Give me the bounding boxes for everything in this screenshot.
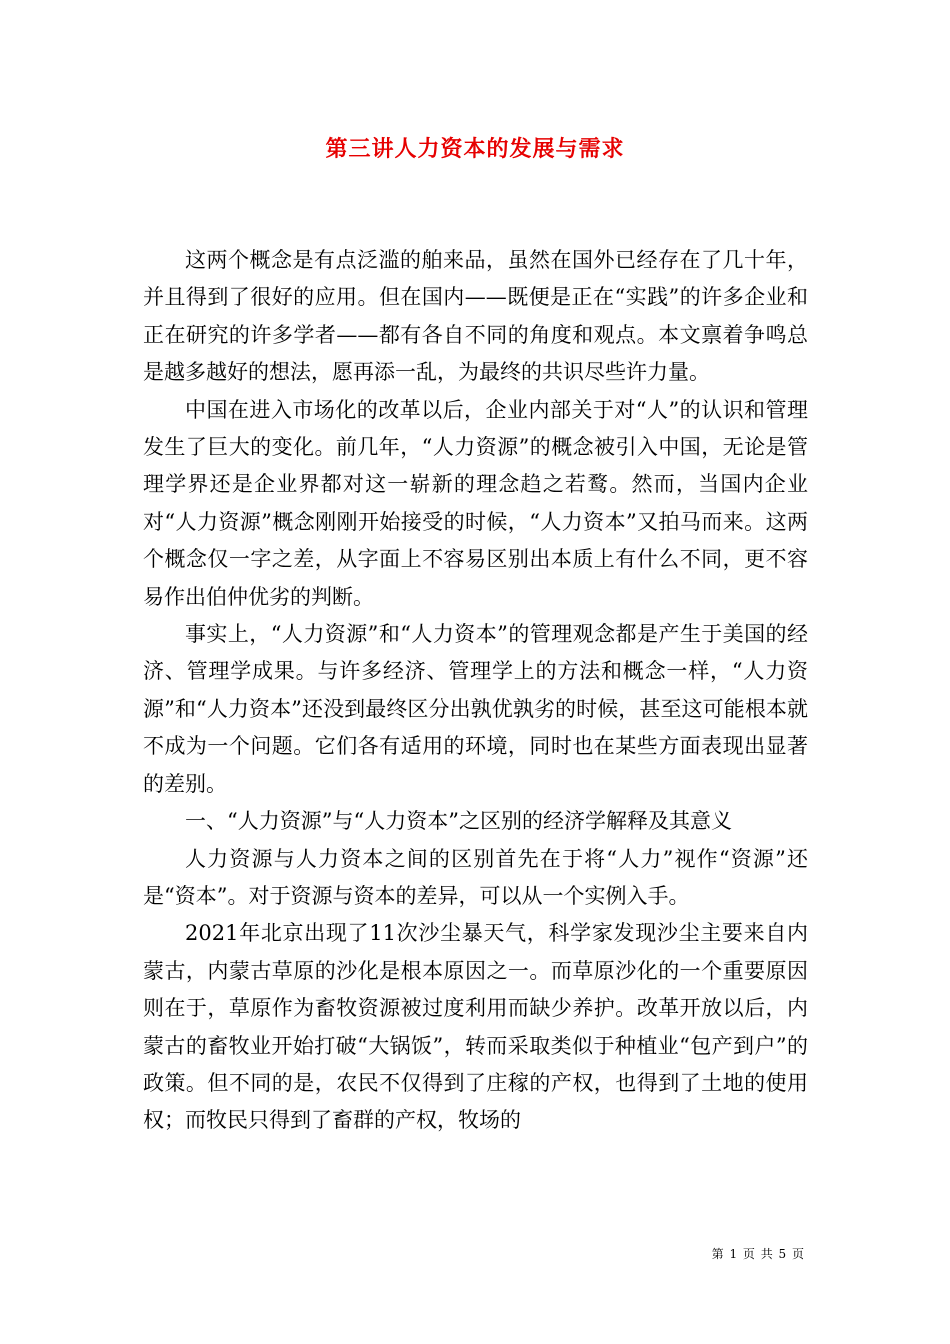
document-body bbox=[143, 242, 808, 1140]
paragraph: 这两个概念是有点泛滥的舶来品，虽然在国外已经存在了几十年，并且得到了很好的应用。但在国内——既便是正在“实践”的许多企业和正在研究的许多学者——都有各自不同的角度和观点。本文禀着争鸣总是越多越好的想法，愿再添一乱，为最终的共识尽些许力量。 bbox=[143, 248, 808, 385]
paragraph: 中国在进入市场化的改革以后，企业内部关于对“人”的认识和管理发生了巨大的变化。前几年，“人力资源”的概念被引入中国，无论是管理学界还是企业界都对这一崭新的理念趋之若鹜。然而，当国内企业对“人力资源”概念刚刚开始接受的时候，“人力资本”又拍马而来。这两个概念仅一字之差，从字面上不容易区别出本质上有什么不同，更不容易作出伯仲优劣的判断。 bbox=[143, 397, 808, 609]
paragraph: 人力资源与人力资本之间的区别首先在于将“人力”视作“资源”还是“资本”。对于资源与资本的差异，可以从一个实例入手。 bbox=[143, 846, 808, 908]
section-heading: 一、“人力资源”与“人力资本”之区别的经济学解释及其意义 bbox=[185, 809, 732, 834]
paragraph: 事实上，“人力资源”和“人力资本”的管理观念都是产生于美国的经济、管理学成果。与许多经济、管理学上的方法和概念一样，“人力资源”和“人力资本”还没到最终区分出孰优孰劣的时候，甚至这可能根本就不成为一个问题。它们各有适用的环境，同时也在某些方面表现出显著的差别。 bbox=[143, 622, 808, 796]
document-title: 第三讲人力资本的发展与需求 bbox=[325, 136, 625, 162]
page-number-footer: 第 1 页 共 5 页 bbox=[711, 1247, 805, 1261]
paragraph: 2021年北京出现了11次沙尘暴天气，科学家发现沙尘主要来自内蒙古，内蒙古草原的沙化是根本原因之一。而草原沙化的一个重要原因则在于，草原作为畜牧资源被过度利用而缺少养护。改革开放以后，内蒙古的畜牧业开始打破“大锅饭”，转而采取类似于种植业“包产到户”的政策。但不同的是，农民不仅得到了庄稼的产权，也得到了土地的使用权；而牧民只得到了畜群的产权，牧场的 bbox=[143, 921, 808, 1133]
